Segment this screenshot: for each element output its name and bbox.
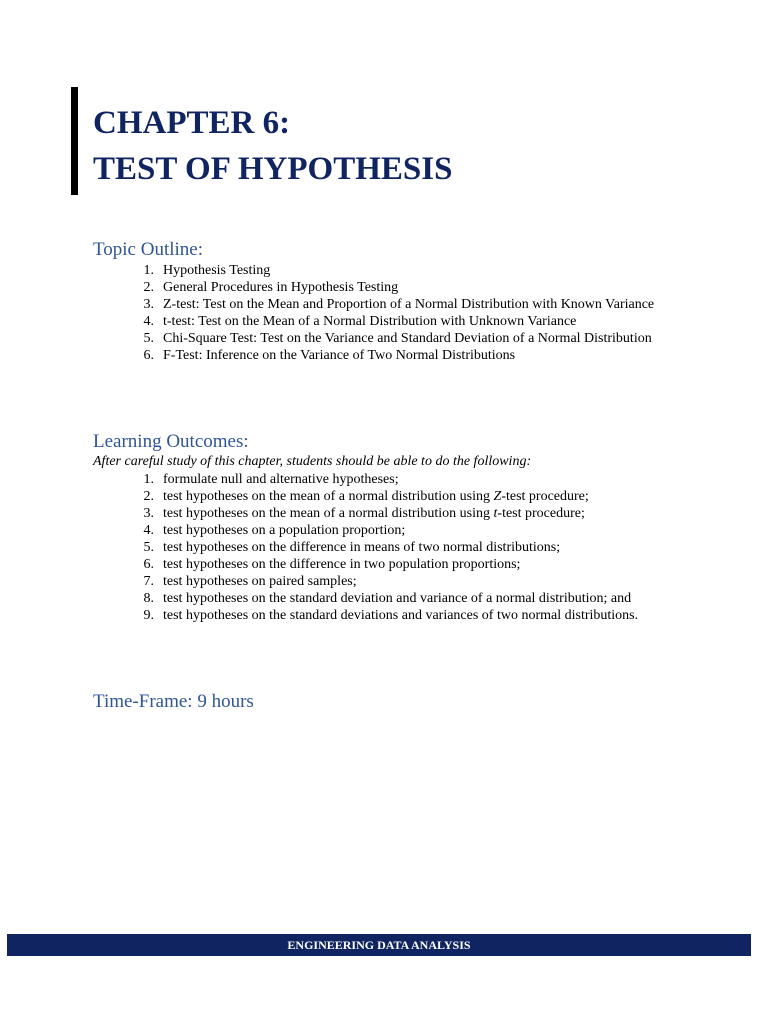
list-item bbox=[0, 522, 674, 539]
learning-outcomes-heading: Learning Outcomes: bbox=[93, 431, 249, 452]
chapter-number: CHAPTER 6: bbox=[93, 105, 291, 141]
footer-bar: ENGINEERING DATA ANALYSIS bbox=[7, 934, 751, 956]
item-number: 2. bbox=[143, 280, 154, 295]
item-text-after: -test procedure; bbox=[497, 506, 585, 521]
item-text: Chi-Square Test: Test on the Variance and Standard Deviation of a Normal Distribution bbox=[163, 331, 652, 346]
list-item bbox=[0, 539, 674, 556]
item-number: 6. bbox=[143, 557, 154, 572]
item-text-emphasis: Z bbox=[493, 489, 502, 504]
list-item bbox=[0, 347, 674, 364]
item-text: formulate null and alternative hypotheses; bbox=[163, 472, 399, 487]
item-text-before: test hypotheses on the mean of a normal distribution using bbox=[163, 489, 494, 504]
item-number: 6. bbox=[143, 348, 154, 363]
item-number: 3. bbox=[143, 506, 154, 521]
item-number: 3. bbox=[143, 297, 154, 312]
item-text: test hypotheses on the difference in two population proportions; bbox=[163, 557, 521, 572]
item-text-before: test hypotheses on the mean of a normal distribution using bbox=[163, 506, 494, 521]
item-number: 9. bbox=[143, 608, 154, 623]
list-item bbox=[0, 296, 674, 313]
list-item bbox=[0, 590, 674, 607]
item-number: 4. bbox=[143, 523, 154, 538]
item-text: Hypothesis Testing bbox=[163, 263, 271, 278]
item-number: 5. bbox=[143, 540, 154, 555]
list-item bbox=[0, 330, 674, 347]
list-item bbox=[0, 279, 674, 296]
list-item bbox=[0, 505, 674, 522]
item-text: test hypotheses on paired samples; bbox=[163, 574, 357, 589]
chapter-name: TEST OF HYPOTHESIS bbox=[93, 151, 453, 187]
chapter-accent-bar bbox=[71, 87, 78, 195]
item-text: t-test: Test on the Mean of a Normal Distribution with Unknown Variance bbox=[163, 314, 577, 329]
list-item bbox=[0, 488, 674, 505]
item-text: test hypotheses on a population proportion; bbox=[163, 523, 406, 538]
item-text bbox=[163, 506, 585, 521]
learning-outcomes-list bbox=[0, 471, 674, 624]
item-text: test hypotheses on the difference in means of two normal distributions; bbox=[163, 540, 561, 555]
list-item bbox=[0, 573, 674, 590]
item-text bbox=[163, 489, 589, 504]
item-text-after: -test procedure; bbox=[501, 489, 589, 504]
list-item bbox=[0, 313, 674, 330]
item-number: 2. bbox=[143, 489, 154, 504]
item-text: test hypotheses on the standard deviation and variance of a normal distribution; and bbox=[163, 591, 632, 606]
item-number: 1. bbox=[143, 472, 154, 487]
chapter-title bbox=[93, 100, 452, 192]
learning-outcomes-intro: After careful study of this chapter, students should be able to do the following: bbox=[93, 454, 532, 469]
list-item bbox=[0, 607, 674, 624]
item-number: 1. bbox=[143, 263, 154, 278]
item-text-emphasis: t bbox=[493, 506, 498, 521]
item-text: F-Test: Inference on the Variance of Two Normal Distributions bbox=[163, 348, 516, 363]
list-item bbox=[0, 471, 674, 488]
list-item bbox=[0, 262, 674, 279]
item-number: 8. bbox=[143, 591, 154, 606]
item-number: 7. bbox=[143, 574, 154, 589]
time-frame: Time-Frame: 9 hours bbox=[93, 691, 254, 712]
topic-outline-heading: Topic Outline: bbox=[93, 239, 204, 260]
item-text: General Procedures in Hypothesis Testing bbox=[163, 280, 399, 295]
topic-outline-list bbox=[0, 262, 674, 364]
item-number: 5. bbox=[143, 331, 154, 346]
item-number: 4. bbox=[143, 314, 154, 329]
item-text: test hypotheses on the standard deviations and variances of two normal distributions. bbox=[163, 608, 639, 623]
list-item bbox=[0, 556, 674, 573]
item-text: Z-test: Test on the Mean and Proportion of a Normal Distribution with Known Variance bbox=[163, 297, 655, 312]
